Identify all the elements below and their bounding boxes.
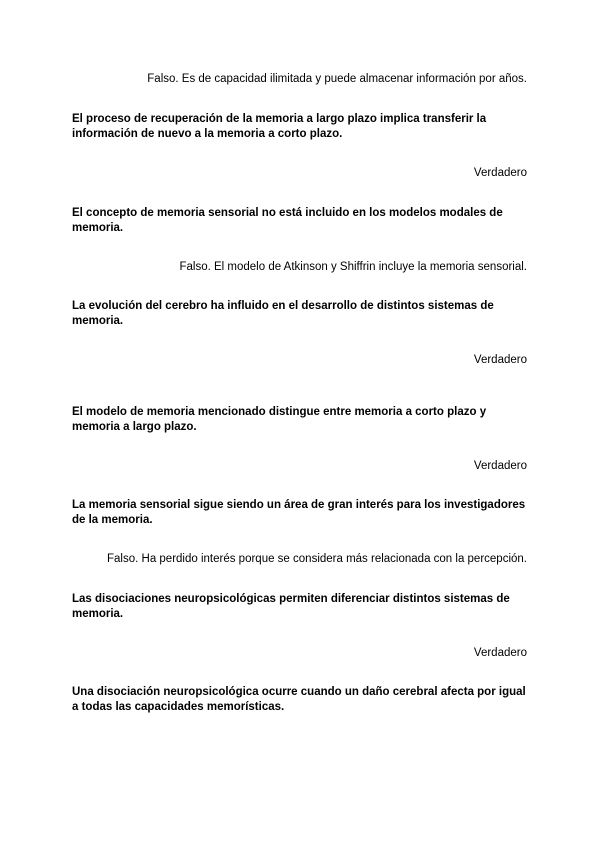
answer-text: Verdadero — [473, 354, 527, 366]
answer-text: Verdadero — [473, 460, 527, 472]
answer-text: Falso. Ha perdido interés porque se considera más relacionada con la percepción. — [107, 553, 527, 565]
statement-text: El modelo de memoria mencionado distingue entre memoria a corto plazo y memoria a largo plazo. — [72, 406, 487, 433]
answer-text: Falso. Es de capacidad ilimitada y puede almacenar información por años. — [147, 73, 527, 85]
answer-text: Verdadero — [473, 167, 527, 179]
statement-text: La memoria sensorial sigue siendo un área de gran interés para los investigadores de la memoria. — [72, 499, 526, 526]
statement-text: La evolución del cerebro ha influido en el desarrollo de distintos sistemas de memoria. — [72, 300, 494, 327]
statement-text: El proceso de recuperación de la memoria a largo plazo implica transferir la información de nuevo a la memoria a corto plazo. — [72, 113, 487, 140]
answer-text: Verdadero — [473, 647, 527, 659]
answer-text: Falso. El modelo de Atkinson y Shiffrin incluye la memoria sensorial. — [179, 261, 527, 273]
statement-text: Las disociaciones neuropsicológicas permiten diferenciar distintos sistemas de memoria. — [72, 593, 510, 620]
statement-text: Una disociación neuropsicológica ocurre cuando un daño cerebral afecta por igual a todas las capacidades memorísticas. — [72, 686, 526, 713]
statement-text: El concepto de memoria sensorial no está incluido en los modelos modales de memoria. — [72, 207, 503, 234]
